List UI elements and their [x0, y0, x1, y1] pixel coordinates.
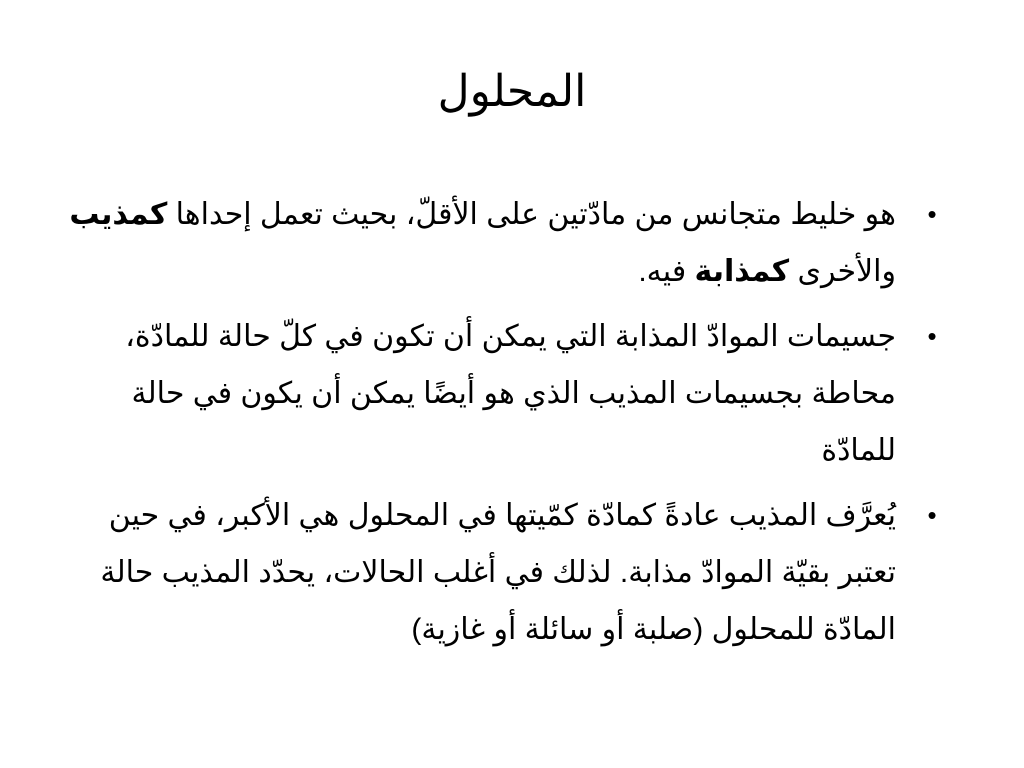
- bullet-item-3: [54, 487, 944, 658]
- bullet-text-1-part1: هو خليط متجانس من مادّتين على الأقلّ، بحيث تعمل إحداها: [167, 198, 896, 231]
- bullet-dot-icon: •: [927, 500, 937, 530]
- bullet-text-1-part2: والأخرى: [789, 255, 896, 288]
- bullet-dot-icon: •: [927, 321, 937, 351]
- bullet-dot-icon: •: [927, 199, 937, 229]
- bullet-list: [54, 186, 944, 666]
- bullet-text-1: [69, 198, 896, 288]
- slide-title: المحلول: [437, 67, 587, 116]
- bullet-item-1: [54, 186, 944, 300]
- bullet-text-1-part3: فيه.: [638, 255, 695, 288]
- bullet-text-3: يُعرَّف المذيب عادةً كمادّة كمّيتها في المحلول هي الأكبر، في حين تعتبر بقيّة الموادّ مذابة. لذلك في أغلب الحالات، يحدّد المذيب حالة المادّة للمحلول (صلبة أو سائلة أو غازية): [100, 499, 896, 646]
- bullet-text-2: جسيمات الموادّ المذابة التي يمكن أن تكون في كلّ حالة للمادّة، محاطة بجسيمات المذيب الذي هو أيضًا يمكن أن يكون في حالة للمادّة: [125, 320, 896, 467]
- bullet-item-2: [54, 308, 944, 479]
- bold-term-solute: كمذابة: [694, 255, 790, 288]
- bold-term-solvent: كمذيب: [69, 198, 168, 231]
